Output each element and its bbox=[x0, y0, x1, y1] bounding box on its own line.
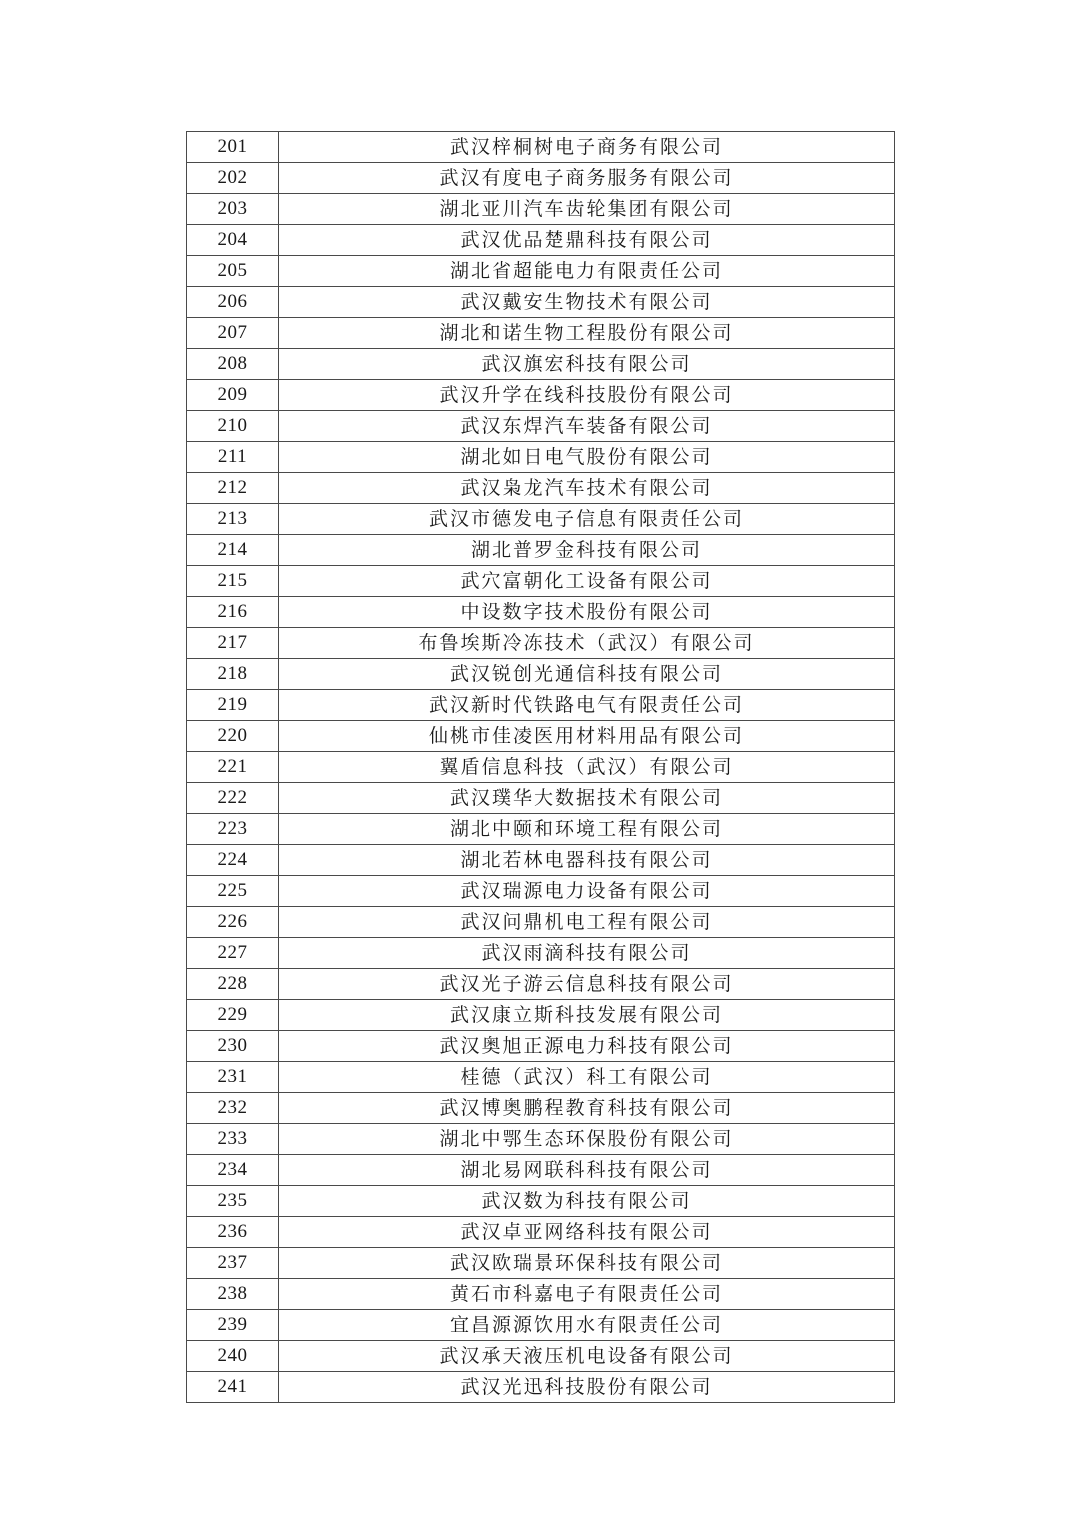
table-row bbox=[187, 535, 895, 566]
row-number: 239 bbox=[187, 1310, 279, 1341]
table-row bbox=[187, 1372, 895, 1403]
row-number: 214 bbox=[187, 535, 279, 566]
row-number: 230 bbox=[187, 1031, 279, 1062]
table-row bbox=[187, 411, 895, 442]
table-row bbox=[187, 969, 895, 1000]
company-name: 武汉问鼎机电工程有限公司 bbox=[279, 907, 895, 938]
company-name: 宜昌源源饮用水有限责任公司 bbox=[279, 1310, 895, 1341]
row-number: 231 bbox=[187, 1062, 279, 1093]
row-number: 241 bbox=[187, 1372, 279, 1403]
table-row bbox=[187, 1000, 895, 1031]
row-number: 226 bbox=[187, 907, 279, 938]
row-number: 201 bbox=[187, 132, 279, 163]
row-number: 210 bbox=[187, 411, 279, 442]
company-name: 武汉数为科技有限公司 bbox=[279, 1186, 895, 1217]
company-name: 仙桃市佳凌医用材料用品有限公司 bbox=[279, 721, 895, 752]
company-name: 武汉博奥鹏程教育科技有限公司 bbox=[279, 1093, 895, 1124]
table-row bbox=[187, 1093, 895, 1124]
table-row bbox=[187, 783, 895, 814]
table-body bbox=[187, 132, 895, 1403]
company-name: 武汉枭龙汽车技术有限公司 bbox=[279, 473, 895, 504]
company-name: 翼盾信息科技（武汉）有限公司 bbox=[279, 752, 895, 783]
table-row bbox=[187, 287, 895, 318]
table-row bbox=[187, 442, 895, 473]
company-name: 武汉承天液压机电设备有限公司 bbox=[279, 1341, 895, 1372]
row-number: 223 bbox=[187, 814, 279, 845]
table-row bbox=[187, 1124, 895, 1155]
table-row bbox=[187, 1279, 895, 1310]
row-number: 202 bbox=[187, 163, 279, 194]
company-name: 武汉戴安生物技术有限公司 bbox=[279, 287, 895, 318]
table-row bbox=[187, 628, 895, 659]
row-number: 225 bbox=[187, 876, 279, 907]
table-row bbox=[187, 1031, 895, 1062]
table-row bbox=[187, 504, 895, 535]
row-number: 221 bbox=[187, 752, 279, 783]
table-row bbox=[187, 318, 895, 349]
company-name: 湖北若林电器科技有限公司 bbox=[279, 845, 895, 876]
table-row bbox=[187, 163, 895, 194]
row-number: 220 bbox=[187, 721, 279, 752]
row-number: 216 bbox=[187, 597, 279, 628]
table-row bbox=[187, 876, 895, 907]
table-row bbox=[187, 1217, 895, 1248]
table-row bbox=[187, 907, 895, 938]
row-number: 218 bbox=[187, 659, 279, 690]
company-name: 武穴富朝化工设备有限公司 bbox=[279, 566, 895, 597]
company-name: 武汉璞华大数据技术有限公司 bbox=[279, 783, 895, 814]
table-row bbox=[187, 659, 895, 690]
table-row bbox=[187, 225, 895, 256]
table-row bbox=[187, 256, 895, 287]
table-row bbox=[187, 566, 895, 597]
company-name: 湖北亚川汽车齿轮集团有限公司 bbox=[279, 194, 895, 225]
company-name: 湖北易网联科科技有限公司 bbox=[279, 1155, 895, 1186]
table-row bbox=[187, 1155, 895, 1186]
company-name: 武汉市德发电子信息有限责任公司 bbox=[279, 504, 895, 535]
company-name: 武汉卓亚网络科技有限公司 bbox=[279, 1217, 895, 1248]
table-row bbox=[187, 1248, 895, 1279]
table-row bbox=[187, 349, 895, 380]
company-name: 湖北中鄂生态环保股份有限公司 bbox=[279, 1124, 895, 1155]
company-name: 湖北省超能电力有限责任公司 bbox=[279, 256, 895, 287]
company-name: 武汉光子游云信息科技有限公司 bbox=[279, 969, 895, 1000]
row-number: 240 bbox=[187, 1341, 279, 1372]
table-row bbox=[187, 1310, 895, 1341]
company-name: 武汉有度电子商务服务有限公司 bbox=[279, 163, 895, 194]
row-number: 227 bbox=[187, 938, 279, 969]
company-name: 武汉锐创光通信科技有限公司 bbox=[279, 659, 895, 690]
row-number: 219 bbox=[187, 690, 279, 721]
row-number: 234 bbox=[187, 1155, 279, 1186]
row-number: 228 bbox=[187, 969, 279, 1000]
table-row bbox=[187, 814, 895, 845]
table-row bbox=[187, 380, 895, 411]
table-row bbox=[187, 690, 895, 721]
row-number: 222 bbox=[187, 783, 279, 814]
row-number: 215 bbox=[187, 566, 279, 597]
company-name: 武汉康立斯科技发展有限公司 bbox=[279, 1000, 895, 1031]
row-number: 209 bbox=[187, 380, 279, 411]
company-name: 武汉奥旭正源电力科技有限公司 bbox=[279, 1031, 895, 1062]
company-name: 武汉欧瑞景环保科技有限公司 bbox=[279, 1248, 895, 1279]
row-number: 212 bbox=[187, 473, 279, 504]
table-row bbox=[187, 132, 895, 163]
table-row bbox=[187, 473, 895, 504]
row-number: 208 bbox=[187, 349, 279, 380]
company-name: 湖北普罗金科技有限公司 bbox=[279, 535, 895, 566]
row-number: 229 bbox=[187, 1000, 279, 1031]
company-name: 武汉东焊汽车装备有限公司 bbox=[279, 411, 895, 442]
table-row bbox=[187, 597, 895, 628]
company-name: 桂德（武汉）科工有限公司 bbox=[279, 1062, 895, 1093]
company-list-table bbox=[186, 131, 895, 1403]
row-number: 236 bbox=[187, 1217, 279, 1248]
company-name: 武汉光迅科技股份有限公司 bbox=[279, 1372, 895, 1403]
company-name: 武汉升学在线科技股份有限公司 bbox=[279, 380, 895, 411]
company-name: 湖北中颐和环境工程有限公司 bbox=[279, 814, 895, 845]
table-row bbox=[187, 845, 895, 876]
row-number: 224 bbox=[187, 845, 279, 876]
company-name: 湖北和诺生物工程股份有限公司 bbox=[279, 318, 895, 349]
row-number: 235 bbox=[187, 1186, 279, 1217]
row-number: 204 bbox=[187, 225, 279, 256]
row-number: 232 bbox=[187, 1093, 279, 1124]
table-row bbox=[187, 1186, 895, 1217]
table-row bbox=[187, 938, 895, 969]
company-name: 布鲁埃斯冷冻技术（武汉）有限公司 bbox=[279, 628, 895, 659]
table-row bbox=[187, 194, 895, 225]
company-name: 武汉旗宏科技有限公司 bbox=[279, 349, 895, 380]
company-name: 黄石市科嘉电子有限责任公司 bbox=[279, 1279, 895, 1310]
table-row bbox=[187, 721, 895, 752]
company-name: 武汉新时代铁路电气有限责任公司 bbox=[279, 690, 895, 721]
table-row bbox=[187, 1341, 895, 1372]
row-number: 217 bbox=[187, 628, 279, 659]
row-number: 211 bbox=[187, 442, 279, 473]
company-name: 武汉优品楚鼎科技有限公司 bbox=[279, 225, 895, 256]
row-number: 237 bbox=[187, 1248, 279, 1279]
row-number: 207 bbox=[187, 318, 279, 349]
row-number: 203 bbox=[187, 194, 279, 225]
company-name: 武汉梓桐树电子商务有限公司 bbox=[279, 132, 895, 163]
company-name: 湖北如日电气股份有限公司 bbox=[279, 442, 895, 473]
row-number: 238 bbox=[187, 1279, 279, 1310]
row-number: 206 bbox=[187, 287, 279, 318]
company-name: 武汉瑞源电力设备有限公司 bbox=[279, 876, 895, 907]
company-name: 中设数字技术股份有限公司 bbox=[279, 597, 895, 628]
table-row bbox=[187, 1062, 895, 1093]
table-row bbox=[187, 752, 895, 783]
company-name: 武汉雨滴科技有限公司 bbox=[279, 938, 895, 969]
row-number: 205 bbox=[187, 256, 279, 287]
row-number: 233 bbox=[187, 1124, 279, 1155]
row-number: 213 bbox=[187, 504, 279, 535]
